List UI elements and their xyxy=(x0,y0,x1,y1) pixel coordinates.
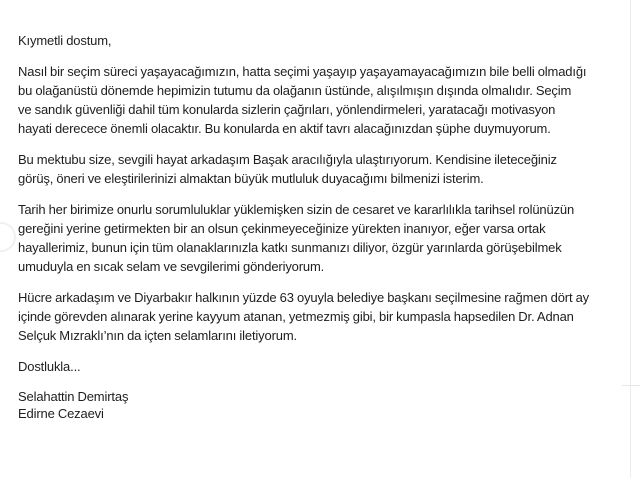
text-line: görüş, öneri ve eleştirilerinizi almaktan büyük mutluluk duyacağımı bilmenizi isterim. xyxy=(18,171,484,186)
salutation-text: Kıymetli dostum, xyxy=(18,33,112,48)
paragraph-delivery xyxy=(18,150,628,188)
page-edge-tick xyxy=(622,385,640,386)
text-line: Nasıl bir seçim süreci yaşayacağımızın, hatta seçimi yaşayıp yaşayamayacağımızın bile belli olmadığı xyxy=(18,64,587,79)
text-line: ve sandık güvenliği dahil tüm konularda sizlerin çağrıları, yönlendirmeleri, yaratacağı motivasyon xyxy=(18,102,556,117)
paragraph-election xyxy=(18,62,628,138)
text-line: Selçuk Mızraklı’nın da içten selamlarını iletiyorum. xyxy=(18,328,297,343)
letter-body xyxy=(18,31,628,422)
text-line: Bu mektubu size, sevgili hayat arkadaşım Başak aracılığıyla ulaştırıyorum. Kendisine ileteceğiniz xyxy=(18,152,557,167)
text-line: Tarih her birimize onurlu sorumluluklar yüklemişken sizin de cesaret ve kararlılıkla tarihsel rolünüzün xyxy=(18,202,575,217)
faint-watermark-mark xyxy=(0,222,16,252)
signature-name: Selahattin Demirtaş xyxy=(18,389,129,404)
text-line: Hücre arkadaşım ve Diyarbakır halkının yüzde 63 oyuyla belediye başkanı seçilmesine rağmen dört ay xyxy=(18,290,590,305)
text-line: bu olağanüstü dönemde hepimizin tutumu da olağanın üstünde, alışılmışın dışında olmalıdır. Seçim xyxy=(18,83,572,98)
signature-location: Edirne Cezaevi xyxy=(18,406,104,421)
text-line: umuduyla en sıcak selam ve sevgilerimi gönderiyorum. xyxy=(18,259,325,274)
text-line: hayati derecece önemli olacaktır. Bu konularda en aktif tavrı alacağınızdan şüphe duymuyorum. xyxy=(18,121,551,136)
text-line: gereğini yerine getirmekten bir an olsun çekinmeyeceğinize yürekten inanıyor, eğer varsa ortak xyxy=(18,221,546,236)
closing-text: Dostlukla... xyxy=(18,359,81,374)
signature-block xyxy=(18,388,628,422)
page-edge-divider xyxy=(630,0,631,478)
salutation xyxy=(18,31,628,50)
paragraph-history xyxy=(18,200,628,276)
text-line: içinde görevden alınarak yerine kayyum atanan, yetmezmiş gibi, bir kumpasla hapsedilen Dr. Adnan xyxy=(18,309,574,324)
closing xyxy=(18,357,628,376)
paragraph-greetings xyxy=(18,288,628,345)
text-line: hayallerimiz, bunun için tüm olanaklarınızla katkı sunmanızı diliyor, özgür yarınlarda görüşebilmek xyxy=(18,240,562,255)
